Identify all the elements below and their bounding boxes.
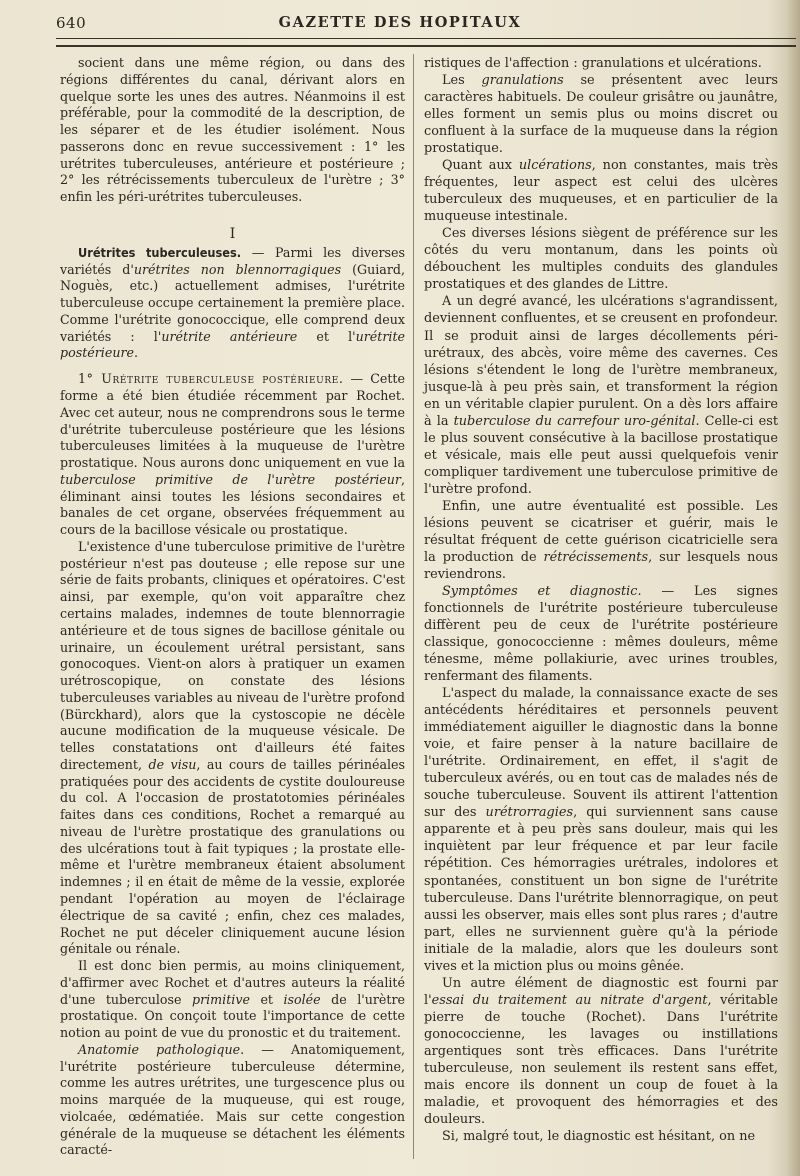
- text-run: , au cours de tailles périnéales pratiquées pour des accidents de cystite douloureuse du col. A l'occasion de prostatotomies périnéales faites dans ces conditions, Rochet a remarqué au niveau de l'urètre prostatique des granulations ou des ulcérations tout à fait typiques ; la prostate elle-même et l'urètre membraneux étaient absolument indemnes ; il en était de même de la vessie, explorée pendant l'opération au moyen de l'éclairage électrique de sa cavité ; enfin, chez ces malades, Rochet ne put déceler cliniquement aucune lésion génitale ou rénale.: [60, 756, 405, 957]
- paragraph: ristiques de l'affection : granulations et ulcérations.: [424, 56, 762, 71]
- paragraph: [424, 583, 778, 685]
- header-rule-thick: [56, 45, 796, 47]
- text-run: , qui surviennent sans cause apparente et à peu près sans douleur, mais qui les inquiètent par leur fréquence et par leur facile répétition. Ces hémorragies urétrales, indolores et spontanées, constituent un bon signe de l'urétrite tuberculeuse. Dans l'urétrite blennorragique, on peut aussi les observer, mais elles sont plus rares ; d'autre part, elles ne surviennent guère qu'à la période initiale de la maladie, alors que les douleurs sont vives et la miction plus ou moins gênée.: [424, 805, 778, 974]
- text-run: Il est donc bien permis, au moins cliniquement, d'affirmer avec Rochet et d'autres auteurs la réalité d'une tuberculose: [60, 958, 405, 1007]
- section-heading: Urétrites tuberculeuses.: [78, 244, 242, 260]
- text-run: Quant aux: [442, 158, 519, 174]
- subsection-heading: 1° Urétrite tuberculeuse postérieure.: [78, 371, 344, 387]
- paragraph: [60, 245, 405, 362]
- paragraph: [424, 498, 778, 583]
- paragraph: [424, 72, 778, 157]
- paragraph: [424, 293, 778, 497]
- paragraph: [424, 685, 778, 975]
- italic-run: rétrécissements: [543, 549, 649, 565]
- paragraph: Ces diverses lésions siègent de préférence sur les côtés du veru montanum, dans les points où débouchent les multiples conduits des glandules prostatiques et des glandes de Littre.: [424, 226, 778, 293]
- italic-run: urétrites non blennorragiques: [133, 261, 342, 277]
- italic-run: primitive: [192, 991, 250, 1007]
- paragraph: [424, 157, 778, 225]
- italic-run: tuberculose du carrefour uro-génital: [453, 413, 696, 429]
- paragraph: socient dans une même région, ou dans des régions différentes du canal, dérivant alors en quelque sorte les unes des autres. Néanmoins il est préférable, pour la commodité de la description, de les séparer et de les étudier isolément. Nous passerons donc en revue successivement : 1° les urétrites tuberculeuses, antérieure et postérieure ; 2° les rétrécissements tuberculeux de l'urètre ; 3° enfin les péri-urétrites tuberculeuses.: [60, 55, 405, 205]
- left-column: [60, 55, 405, 1159]
- text-run: Un autre élément de diagnostic est fourni par l': [424, 975, 778, 1008]
- text-run: Enfin, une autre éventualité est possible. Les lésions peuvent se cicatriser et guérir, mais le résultat fréquent de cette guérison cicatricielle sera la production de: [424, 498, 778, 565]
- paragraph: [60, 371, 405, 539]
- text-run: L'existence d'une tuberculose primitive de l'urètre postérieur n'est pas douteuse ; elle repose sur une série de faits probants, cliniques et opératoires. C'est ainsi, par exemple, qu'on voit apparaître chez certains malades, indemnes de toute blennorragie antérieure et de tous signes de bacillose génitale ou urinaire, un écoulement urétral persistant, sans gonocoques. Vient-on alors à pratiquer un examen urétroscopique, on constate des lésions tuberculeuses variables au niveau de l'urètre profond (Bürckhard), alors que la cystoscopie ne décèle aucune modification de la muqueuse vésicale. De telles constatations ont d'ailleurs été faites directement,: [60, 538, 405, 772]
- italic-run: essai du traitement au nitrate d'argent: [431, 992, 708, 1008]
- column-divider: [413, 54, 414, 1159]
- italic-run: de visu: [148, 756, 197, 772]
- text-run: (Guiard, Noguès, etc.) actuellement admises, l'urétrite tuberculeuse occupe certainement la première place. Comme l'urétrite gonococcique, elle comprend deux variétés : l': [60, 261, 405, 344]
- italic-run: urétrite antérieure: [161, 328, 298, 344]
- italic-run: urétrite postérieure: [60, 328, 405, 361]
- italic-run: urétrorragies: [485, 805, 574, 821]
- paragraph: Si, malgré tout, le diagnostic est hésitant, on ne: [442, 1128, 756, 1144]
- page-number: 640: [56, 14, 87, 32]
- text-run: Les: [442, 73, 482, 89]
- text-run: A un degré avancé, les ulcérations s'agrandissent, deviennent confluentes, et se creusent en profondeur. Il se produit ainsi de larges décollements péri-urétraux, des abcès, voire même des cavernes. Ces lésions s'étendent le long de l'urètre membraneux, jusque-là à peu près sain, et transforment la région en un véritable clapier purulent. On a dès lors affaire à la: [424, 294, 778, 429]
- text-run: , sur lesquels nous reviendrons.: [424, 549, 778, 582]
- text-run: . Celle-ci est le plus souvent consécutive à la bacillose prostatique et vésicale, mais elle peut aussi quelquefois venir compliquer tardivement une tuberculose primitive de l'urètre profond.: [424, 413, 778, 497]
- italic-run: Symptômes et diagnostic: [442, 583, 638, 599]
- paragraph: [60, 539, 405, 958]
- section-numeral: I: [229, 225, 236, 242]
- paragraph: [424, 975, 778, 1128]
- text-run: , éliminant ainsi toutes les lésions secondaires et banales de cet organe, observées fréquemment au cours de la bacillose vésicale ou prostatique.: [60, 471, 405, 538]
- text-run: et l': [297, 328, 356, 344]
- text-run: — Cette forme a été bien étudiée récemment par Rochet. Avec cet auteur, nous ne comprendrons sous le terme d'urétrite tuberculeuse postérieure que les lésions tuberculeuses limitées à la muqueuse de l'urètre prostatique. Nous aurons donc uniquement en vue la: [60, 371, 405, 471]
- text-run: et: [249, 991, 284, 1007]
- text-run: . — Les signes fonctionnels de l'urétrite postérieure tuberculeuse diffèrent peu de ceux de l'urétrite postérieure classique, gonococcienne : mêmes douleurs, même ténesme, même pollakiurie, avec urines troubles, renfermant des filaments.: [424, 583, 778, 685]
- running-title: GAZETTE DES HOPITAUX: [278, 14, 522, 31]
- text-run: .: [133, 345, 139, 361]
- paragraph: [60, 1042, 405, 1159]
- italic-run: tuberculose primitive de l'urètre postérieur: [60, 471, 401, 487]
- italic-run: ulcérations: [518, 158, 592, 174]
- text-run: se présentent avec leurs caractères habituels. De couleur grisâtre ou jaunâtre, elles forment un semis plus ou moins discret ou confluent à la surface de la muqueuse dans la région prostatique.: [424, 73, 778, 157]
- text-run: , non constantes, mais très fréquentes, leur aspect est celui des ulcères tuberculeux des muqueuses, et en particulier de la muqueuse intestinale.: [424, 158, 778, 225]
- text-run: , véritable pierre de touche (Rochet). Dans l'urétrite gonococcienne, les lavages ou instillations argentiques sont très efficaces. Dans l'urétrite tuberculeuse, non seulement ils restent sans effet, mais encore ils donnent un coup de fouet à la maladie, et provoquent des hémorragies et des douleurs.: [424, 992, 778, 1127]
- paragraph: [60, 958, 405, 1042]
- italic-run: Anatomie pathologique: [78, 1041, 241, 1057]
- text-run: de l'urètre prostatique. On conçoit toute l'importance de cette notion au point de vue du pronostic et du traitement.: [60, 991, 405, 1041]
- header-rule-thin: [56, 38, 796, 39]
- page-edge-shadow: [786, 0, 800, 1176]
- right-column: [424, 55, 778, 1145]
- italic-run: isolée: [283, 991, 321, 1007]
- italic-run: granulations: [481, 73, 564, 89]
- text-run: L'aspect du malade, la connaissance exacte de ses antécédents héréditaires et personnels peuvent immédiatement aiguiller le diagnostic dans la bonne voie, et faire penser à la nature bacillaire de l'urétrite. Ordinairement, en effet, il s'agit de tuberculeux avérés, ou en tout cas de malades nés de souche tuberculeuse. Souvent ils attirent l'attention sur des: [424, 686, 778, 821]
- text-run: . — Anatomiquement, l'urétrite postérieure tuberculeuse détermine, comme les autres urétrites, une turgescence plus ou moins marquée de la muqueuse, qui est rouge, violcaée, œdématiée. Mais sur cette congestion générale de la muqueuse se détachent les éléments caracté-: [60, 1041, 405, 1158]
- text-run: — Parmi les diverses variétés d': [60, 244, 405, 277]
